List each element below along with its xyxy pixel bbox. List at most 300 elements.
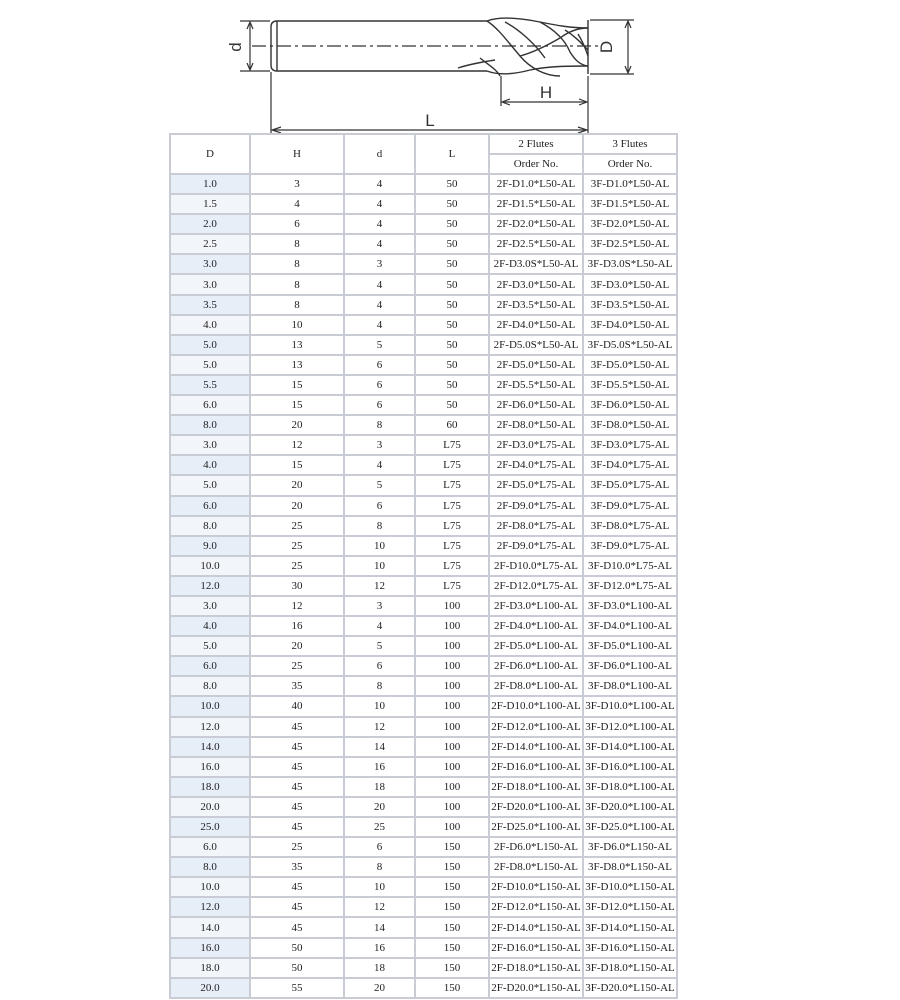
cell-cutting-diameter: 1.5 bbox=[170, 194, 250, 214]
cell-shank-diameter: 12 bbox=[344, 576, 415, 596]
cell-flute-length: 13 bbox=[250, 335, 344, 355]
cell-overall-length: L75 bbox=[415, 516, 489, 536]
cell-order-no-2-flutes: 2F-D4.0*L50-AL bbox=[489, 315, 583, 335]
cell-shank-diameter: 6 bbox=[344, 375, 415, 395]
cell-shank-diameter: 16 bbox=[344, 938, 415, 958]
cell-cutting-diameter: 12.0 bbox=[170, 717, 250, 737]
cell-order-no-3-flutes: 3F-D12.0*L75-AL bbox=[583, 576, 677, 596]
cell-order-no-3-flutes: 3F-D8.0*L150-AL bbox=[583, 857, 677, 877]
overall-length-label: L bbox=[425, 111, 435, 130]
cell-order-no-3-flutes: 3F-D10.0*L150-AL bbox=[583, 877, 677, 897]
cell-flute-length: 25 bbox=[250, 516, 344, 536]
table-row bbox=[170, 335, 677, 355]
table-row bbox=[170, 737, 677, 757]
table-row bbox=[170, 656, 677, 676]
cell-shank-diameter: 4 bbox=[344, 234, 415, 254]
cell-overall-length: 100 bbox=[415, 616, 489, 636]
cell-cutting-diameter: 6.0 bbox=[170, 837, 250, 857]
table-row bbox=[170, 616, 677, 636]
cell-shank-diameter: 12 bbox=[344, 897, 415, 917]
cell-overall-length: L75 bbox=[415, 536, 489, 556]
table-row bbox=[170, 596, 677, 616]
table-row bbox=[170, 917, 677, 937]
cell-cutting-diameter: 3.5 bbox=[170, 295, 250, 315]
cell-shank-diameter: 4 bbox=[344, 455, 415, 475]
cell-flute-length: 8 bbox=[250, 295, 344, 315]
table-row bbox=[170, 496, 677, 516]
cell-flute-length: 8 bbox=[250, 274, 344, 294]
table-row bbox=[170, 556, 677, 576]
table-row bbox=[170, 375, 677, 395]
cell-order-no-2-flutes: 2F-D5.0S*L50-AL bbox=[489, 335, 583, 355]
cell-order-no-2-flutes: 2F-D12.0*L75-AL bbox=[489, 576, 583, 596]
cell-shank-diameter: 10 bbox=[344, 536, 415, 556]
cell-overall-length: 150 bbox=[415, 857, 489, 877]
cell-overall-length: 100 bbox=[415, 676, 489, 696]
cell-flute-length: 25 bbox=[250, 536, 344, 556]
table-row bbox=[170, 717, 677, 737]
table-row bbox=[170, 817, 677, 837]
cell-flute-length: 35 bbox=[250, 676, 344, 696]
cell-flute-length: 4 bbox=[250, 194, 344, 214]
cell-overall-length: 50 bbox=[415, 335, 489, 355]
cell-overall-length: 50 bbox=[415, 315, 489, 335]
cell-shank-diameter: 18 bbox=[344, 958, 415, 978]
cell-flute-length: 25 bbox=[250, 656, 344, 676]
cell-order-no-3-flutes: 3F-D12.0*L150-AL bbox=[583, 897, 677, 917]
cell-order-no-2-flutes: 2F-D18.0*L150-AL bbox=[489, 958, 583, 978]
cell-flute-length: 25 bbox=[250, 556, 344, 576]
cell-shank-diameter: 5 bbox=[344, 335, 415, 355]
cell-shank-diameter: 14 bbox=[344, 737, 415, 757]
cell-cutting-diameter: 3.0 bbox=[170, 435, 250, 455]
cell-order-no-2-flutes: 2F-D8.0*L75-AL bbox=[489, 516, 583, 536]
cell-flute-length: 8 bbox=[250, 254, 344, 274]
cell-shank-diameter: 4 bbox=[344, 194, 415, 214]
cell-order-no-3-flutes: 3F-D6.0*L50-AL bbox=[583, 395, 677, 415]
cell-order-no-3-flutes: 3F-D1.0*L50-AL bbox=[583, 174, 677, 194]
cell-cutting-diameter: 3.0 bbox=[170, 254, 250, 274]
cell-shank-diameter: 6 bbox=[344, 837, 415, 857]
cell-overall-length: 150 bbox=[415, 897, 489, 917]
cell-cutting-diameter: 9.0 bbox=[170, 536, 250, 556]
end-mill-spec-table bbox=[169, 133, 678, 999]
cell-shank-diameter: 25 bbox=[344, 817, 415, 837]
cell-overall-length: 100 bbox=[415, 797, 489, 817]
cell-flute-length: 15 bbox=[250, 395, 344, 415]
cell-order-no-3-flutes: 3F-D3.5*L50-AL bbox=[583, 295, 677, 315]
cell-cutting-diameter: 2.5 bbox=[170, 234, 250, 254]
cell-order-no-2-flutes: 2F-D2.5*L50-AL bbox=[489, 234, 583, 254]
cell-flute-length: 40 bbox=[250, 696, 344, 716]
table-row bbox=[170, 877, 677, 897]
cell-shank-diameter: 3 bbox=[344, 435, 415, 455]
table-row bbox=[170, 897, 677, 917]
table-row bbox=[170, 696, 677, 716]
cell-flute-length: 30 bbox=[250, 576, 344, 596]
table-row bbox=[170, 757, 677, 777]
cell-overall-length: L75 bbox=[415, 496, 489, 516]
cell-order-no-3-flutes: 3F-D10.0*L100-AL bbox=[583, 696, 677, 716]
cell-order-no-2-flutes: 2F-D9.0*L75-AL bbox=[489, 536, 583, 556]
cell-order-no-3-flutes: 3F-D16.0*L150-AL bbox=[583, 938, 677, 958]
header-cutting-diameter: D bbox=[170, 134, 250, 174]
cell-order-no-2-flutes: 2F-D5.0*L75-AL bbox=[489, 475, 583, 495]
cell-cutting-diameter: 5.0 bbox=[170, 475, 250, 495]
cell-overall-length: 100 bbox=[415, 717, 489, 737]
cell-shank-diameter: 16 bbox=[344, 757, 415, 777]
cell-shank-diameter: 8 bbox=[344, 516, 415, 536]
cell-flute-length: 45 bbox=[250, 897, 344, 917]
cell-order-no-3-flutes: 3F-D5.0S*L50-AL bbox=[583, 335, 677, 355]
cell-cutting-diameter: 12.0 bbox=[170, 897, 250, 917]
table-row bbox=[170, 857, 677, 877]
cell-order-no-2-flutes: 2F-D8.0*L100-AL bbox=[489, 676, 583, 696]
cell-overall-length: 100 bbox=[415, 777, 489, 797]
table-row bbox=[170, 395, 677, 415]
cell-cutting-diameter: 14.0 bbox=[170, 917, 250, 937]
cell-order-no-2-flutes: 2F-D16.0*L100-AL bbox=[489, 757, 583, 777]
cell-cutting-diameter: 16.0 bbox=[170, 757, 250, 777]
cell-cutting-diameter: 25.0 bbox=[170, 817, 250, 837]
cell-order-no-2-flutes: 2F-D25.0*L100-AL bbox=[489, 817, 583, 837]
cell-shank-diameter: 4 bbox=[344, 616, 415, 636]
cell-order-no-2-flutes: 2F-D12.0*L150-AL bbox=[489, 897, 583, 917]
cell-overall-length: 150 bbox=[415, 958, 489, 978]
cell-shank-diameter: 10 bbox=[344, 877, 415, 897]
cell-order-no-2-flutes: 2F-D12.0*L100-AL bbox=[489, 717, 583, 737]
table-row bbox=[170, 214, 677, 234]
cell-order-no-3-flutes: 3F-D6.0*L100-AL bbox=[583, 656, 677, 676]
cell-flute-length: 8 bbox=[250, 234, 344, 254]
table-row bbox=[170, 938, 677, 958]
cell-cutting-diameter: 3.0 bbox=[170, 274, 250, 294]
cell-order-no-3-flutes: 3F-D3.0*L75-AL bbox=[583, 435, 677, 455]
cell-cutting-diameter: 1.0 bbox=[170, 174, 250, 194]
table-row bbox=[170, 475, 677, 495]
cell-shank-diameter: 4 bbox=[344, 214, 415, 234]
cell-overall-length: 100 bbox=[415, 636, 489, 656]
cell-overall-length: 50 bbox=[415, 254, 489, 274]
table-row bbox=[170, 676, 677, 696]
cell-flute-length: 45 bbox=[250, 817, 344, 837]
cell-shank-diameter: 10 bbox=[344, 556, 415, 576]
cell-order-no-2-flutes: 2F-D5.5*L50-AL bbox=[489, 375, 583, 395]
cell-overall-length: 50 bbox=[415, 234, 489, 254]
cell-flute-length: 13 bbox=[250, 355, 344, 375]
cutting-diameter-label: D bbox=[597, 40, 616, 54]
cell-cutting-diameter: 6.0 bbox=[170, 496, 250, 516]
cell-order-no-3-flutes: 3F-D2.5*L50-AL bbox=[583, 234, 677, 254]
cell-order-no-2-flutes: 2F-D2.0*L50-AL bbox=[489, 214, 583, 234]
cell-order-no-3-flutes: 3F-D20.0*L100-AL bbox=[583, 797, 677, 817]
cell-flute-length: 10 bbox=[250, 315, 344, 335]
cell-cutting-diameter: 10.0 bbox=[170, 696, 250, 716]
cell-overall-length: 60 bbox=[415, 415, 489, 435]
header-shank-diameter: d bbox=[344, 134, 415, 174]
cell-order-no-2-flutes: 2F-D6.0*L100-AL bbox=[489, 656, 583, 676]
cell-overall-length: 100 bbox=[415, 737, 489, 757]
cell-flute-length: 45 bbox=[250, 917, 344, 937]
cell-order-no-2-flutes: 2F-D5.0*L100-AL bbox=[489, 636, 583, 656]
cell-cutting-diameter: 18.0 bbox=[170, 958, 250, 978]
cell-shank-diameter: 3 bbox=[344, 596, 415, 616]
cell-order-no-2-flutes: 2F-D14.0*L150-AL bbox=[489, 917, 583, 937]
cell-flute-length: 15 bbox=[250, 375, 344, 395]
cell-shank-diameter: 20 bbox=[344, 797, 415, 817]
cell-cutting-diameter: 20.0 bbox=[170, 797, 250, 817]
cell-overall-length: 50 bbox=[415, 355, 489, 375]
cell-flute-length: 45 bbox=[250, 757, 344, 777]
cell-order-no-2-flutes: 2F-D3.0*L75-AL bbox=[489, 435, 583, 455]
cell-order-no-2-flutes: 2F-D16.0*L150-AL bbox=[489, 938, 583, 958]
cell-shank-diameter: 5 bbox=[344, 475, 415, 495]
cell-order-no-3-flutes: 3F-D3.0*L100-AL bbox=[583, 596, 677, 616]
cell-order-no-3-flutes: 3F-D9.0*L75-AL bbox=[583, 536, 677, 556]
cell-flute-length: 20 bbox=[250, 636, 344, 656]
table-row bbox=[170, 797, 677, 817]
table-row bbox=[170, 576, 677, 596]
cell-order-no-3-flutes: 3F-D20.0*L150-AL bbox=[583, 978, 677, 998]
cell-flute-length: 50 bbox=[250, 938, 344, 958]
cell-order-no-2-flutes: 2F-D1.5*L50-AL bbox=[489, 194, 583, 214]
cell-order-no-3-flutes: 3F-D18.0*L100-AL bbox=[583, 777, 677, 797]
cell-order-no-3-flutes: 3F-D6.0*L150-AL bbox=[583, 837, 677, 857]
cell-cutting-diameter: 6.0 bbox=[170, 395, 250, 415]
table-row bbox=[170, 274, 677, 294]
table-row bbox=[170, 636, 677, 656]
table-row bbox=[170, 837, 677, 857]
cell-order-no-2-flutes: 2F-D4.0*L100-AL bbox=[489, 616, 583, 636]
cell-cutting-diameter: 5.5 bbox=[170, 375, 250, 395]
table-row bbox=[170, 536, 677, 556]
cell-cutting-diameter: 8.0 bbox=[170, 676, 250, 696]
cell-cutting-diameter: 5.0 bbox=[170, 636, 250, 656]
cell-shank-diameter: 20 bbox=[344, 978, 415, 998]
table-row bbox=[170, 355, 677, 375]
cell-cutting-diameter: 3.0 bbox=[170, 596, 250, 616]
cell-flute-length: 3 bbox=[250, 174, 344, 194]
cell-order-no-2-flutes: 2F-D10.0*L75-AL bbox=[489, 556, 583, 576]
cell-shank-diameter: 5 bbox=[344, 636, 415, 656]
cell-order-no-3-flutes: 3F-D4.0*L75-AL bbox=[583, 455, 677, 475]
end-mill-outline bbox=[271, 18, 588, 76]
cell-order-no-2-flutes: 2F-D10.0*L100-AL bbox=[489, 696, 583, 716]
table-row bbox=[170, 174, 677, 194]
cell-order-no-3-flutes: 3F-D12.0*L100-AL bbox=[583, 717, 677, 737]
cell-overall-length: L75 bbox=[415, 435, 489, 455]
cell-flute-length: 45 bbox=[250, 797, 344, 817]
cell-shank-diameter: 6 bbox=[344, 355, 415, 375]
cell-shank-diameter: 4 bbox=[344, 315, 415, 335]
cell-order-no-3-flutes: 3F-D1.5*L50-AL bbox=[583, 194, 677, 214]
cell-shank-diameter: 8 bbox=[344, 857, 415, 877]
cell-flute-length: 45 bbox=[250, 877, 344, 897]
end-mill-diagram bbox=[0, 0, 900, 133]
cell-order-no-2-flutes: 2F-D6.0*L150-AL bbox=[489, 837, 583, 857]
cell-cutting-diameter: 5.0 bbox=[170, 335, 250, 355]
cell-order-no-3-flutes: 3F-D8.0*L100-AL bbox=[583, 676, 677, 696]
cell-cutting-diameter: 5.0 bbox=[170, 355, 250, 375]
cell-overall-length: 100 bbox=[415, 696, 489, 716]
cell-overall-length: 150 bbox=[415, 938, 489, 958]
cell-order-no-2-flutes: 2F-D8.0*L150-AL bbox=[489, 857, 583, 877]
cell-flute-length: 12 bbox=[250, 435, 344, 455]
cell-order-no-2-flutes: 2F-D3.0*L50-AL bbox=[489, 274, 583, 294]
cell-order-no-3-flutes: 3F-D8.0*L50-AL bbox=[583, 415, 677, 435]
cell-cutting-diameter: 8.0 bbox=[170, 516, 250, 536]
cell-overall-length: 50 bbox=[415, 395, 489, 415]
cell-order-no-3-flutes: 3F-D2.0*L50-AL bbox=[583, 214, 677, 234]
cell-overall-length: 50 bbox=[415, 214, 489, 234]
cell-cutting-diameter: 8.0 bbox=[170, 415, 250, 435]
cell-order-no-3-flutes: 3F-D5.0*L75-AL bbox=[583, 475, 677, 495]
table-row bbox=[170, 415, 677, 435]
table-row bbox=[170, 516, 677, 536]
cell-flute-length: 45 bbox=[250, 717, 344, 737]
cell-order-no-2-flutes: 2F-D1.0*L50-AL bbox=[489, 174, 583, 194]
cell-order-no-2-flutes: 2F-D5.0*L50-AL bbox=[489, 355, 583, 375]
cell-flute-length: 55 bbox=[250, 978, 344, 998]
cell-flute-length: 16 bbox=[250, 616, 344, 636]
cell-order-no-3-flutes: 3F-D9.0*L75-AL bbox=[583, 496, 677, 516]
cell-cutting-diameter: 14.0 bbox=[170, 737, 250, 757]
cell-shank-diameter: 8 bbox=[344, 676, 415, 696]
table-row bbox=[170, 958, 677, 978]
table-row bbox=[170, 254, 677, 274]
cell-overall-length: 50 bbox=[415, 194, 489, 214]
cell-order-no-2-flutes: 2F-D6.0*L50-AL bbox=[489, 395, 583, 415]
cell-flute-length: 20 bbox=[250, 475, 344, 495]
cell-cutting-diameter: 4.0 bbox=[170, 315, 250, 335]
cell-cutting-diameter: 4.0 bbox=[170, 616, 250, 636]
cell-overall-length: L75 bbox=[415, 475, 489, 495]
cell-shank-diameter: 6 bbox=[344, 395, 415, 415]
cell-order-no-2-flutes: 2F-D20.0*L150-AL bbox=[489, 978, 583, 998]
cell-cutting-diameter: 18.0 bbox=[170, 777, 250, 797]
cell-overall-length: 150 bbox=[415, 978, 489, 998]
table-row bbox=[170, 777, 677, 797]
cell-overall-length: 100 bbox=[415, 596, 489, 616]
cell-overall-length: 100 bbox=[415, 817, 489, 837]
cell-order-no-2-flutes: 2F-D3.5*L50-AL bbox=[489, 295, 583, 315]
cell-order-no-2-flutes: 2F-D10.0*L150-AL bbox=[489, 877, 583, 897]
cell-order-no-3-flutes: 3F-D14.0*L100-AL bbox=[583, 737, 677, 757]
cell-order-no-2-flutes: 2F-D3.0S*L50-AL bbox=[489, 254, 583, 274]
cell-order-no-3-flutes: 3F-D5.5*L50-AL bbox=[583, 375, 677, 395]
cell-shank-diameter: 12 bbox=[344, 717, 415, 737]
cell-flute-length: 20 bbox=[250, 496, 344, 516]
cell-cutting-diameter: 8.0 bbox=[170, 857, 250, 877]
header-overall-length: L bbox=[415, 134, 489, 174]
cell-order-no-3-flutes: 3F-D16.0*L100-AL bbox=[583, 757, 677, 777]
cell-flute-length: 15 bbox=[250, 455, 344, 475]
cell-overall-length: 150 bbox=[415, 917, 489, 937]
header-order-no-3f: Order No. bbox=[583, 154, 677, 174]
cell-overall-length: L75 bbox=[415, 455, 489, 475]
header-3-flutes: 3 Flutes bbox=[583, 134, 677, 154]
cell-shank-diameter: 8 bbox=[344, 415, 415, 435]
table-row bbox=[170, 234, 677, 254]
header-order-no-2f: Order No. bbox=[489, 154, 583, 174]
cell-order-no-3-flutes: 3F-D4.0*L100-AL bbox=[583, 616, 677, 636]
cell-cutting-diameter: 2.0 bbox=[170, 214, 250, 234]
cell-flute-length: 50 bbox=[250, 958, 344, 978]
cell-shank-diameter: 10 bbox=[344, 696, 415, 716]
cell-cutting-diameter: 16.0 bbox=[170, 938, 250, 958]
table-row bbox=[170, 455, 677, 475]
cell-overall-length: 150 bbox=[415, 877, 489, 897]
cell-order-no-2-flutes: 2F-D18.0*L100-AL bbox=[489, 777, 583, 797]
cell-order-no-3-flutes: 3F-D18.0*L150-AL bbox=[583, 958, 677, 978]
cell-shank-diameter: 4 bbox=[344, 274, 415, 294]
cell-order-no-2-flutes: 2F-D20.0*L100-AL bbox=[489, 797, 583, 817]
flute-length-label: H bbox=[539, 83, 553, 102]
cell-flute-length: 20 bbox=[250, 415, 344, 435]
cell-order-no-3-flutes: 3F-D4.0*L50-AL bbox=[583, 315, 677, 335]
cell-overall-length: L75 bbox=[415, 556, 489, 576]
table-row bbox=[170, 978, 677, 998]
cell-overall-length: 100 bbox=[415, 757, 489, 777]
cell-order-no-2-flutes: 2F-D3.0*L100-AL bbox=[489, 596, 583, 616]
cell-overall-length: 50 bbox=[415, 274, 489, 294]
cell-overall-length: L75 bbox=[415, 576, 489, 596]
table-row bbox=[170, 315, 677, 335]
header-flute-length: H bbox=[250, 134, 344, 174]
cell-flute-length: 6 bbox=[250, 214, 344, 234]
table-row bbox=[170, 295, 677, 315]
cell-overall-length: 50 bbox=[415, 174, 489, 194]
cell-shank-diameter: 6 bbox=[344, 656, 415, 676]
cell-order-no-3-flutes: 3F-D14.0*L150-AL bbox=[583, 917, 677, 937]
cell-cutting-diameter: 20.0 bbox=[170, 978, 250, 998]
table-row bbox=[170, 194, 677, 214]
cell-order-no-3-flutes: 3F-D8.0*L75-AL bbox=[583, 516, 677, 536]
cell-shank-diameter: 14 bbox=[344, 917, 415, 937]
cell-overall-length: 50 bbox=[415, 375, 489, 395]
cell-flute-length: 12 bbox=[250, 596, 344, 616]
spec-table-body bbox=[170, 174, 677, 998]
cell-cutting-diameter: 12.0 bbox=[170, 576, 250, 596]
cell-overall-length: 50 bbox=[415, 295, 489, 315]
cell-shank-diameter: 4 bbox=[344, 295, 415, 315]
cell-cutting-diameter: 6.0 bbox=[170, 656, 250, 676]
cell-shank-diameter: 3 bbox=[344, 254, 415, 274]
cell-overall-length: 100 bbox=[415, 656, 489, 676]
cell-order-no-2-flutes: 2F-D4.0*L75-AL bbox=[489, 455, 583, 475]
cell-order-no-2-flutes: 2F-D8.0*L50-AL bbox=[489, 415, 583, 435]
cell-order-no-3-flutes: 3F-D25.0*L100-AL bbox=[583, 817, 677, 837]
cell-flute-length: 35 bbox=[250, 857, 344, 877]
cell-cutting-diameter: 4.0 bbox=[170, 455, 250, 475]
cell-flute-length: 45 bbox=[250, 777, 344, 797]
shank-diameter-label: d bbox=[226, 42, 245, 52]
cell-flute-length: 25 bbox=[250, 837, 344, 857]
cell-shank-diameter: 6 bbox=[344, 496, 415, 516]
cell-order-no-3-flutes: 3F-D5.0*L50-AL bbox=[583, 355, 677, 375]
cell-flute-length: 45 bbox=[250, 737, 344, 757]
table-row bbox=[170, 435, 677, 455]
cell-shank-diameter: 4 bbox=[344, 174, 415, 194]
cell-order-no-3-flutes: 3F-D3.0*L50-AL bbox=[583, 274, 677, 294]
cell-order-no-3-flutes: 3F-D10.0*L75-AL bbox=[583, 556, 677, 576]
cell-order-no-2-flutes: 2F-D9.0*L75-AL bbox=[489, 496, 583, 516]
cell-cutting-diameter: 10.0 bbox=[170, 877, 250, 897]
header-2-flutes: 2 Flutes bbox=[489, 134, 583, 154]
cell-order-no-3-flutes: 3F-D5.0*L100-AL bbox=[583, 636, 677, 656]
cell-shank-diameter: 18 bbox=[344, 777, 415, 797]
cell-cutting-diameter: 10.0 bbox=[170, 556, 250, 576]
